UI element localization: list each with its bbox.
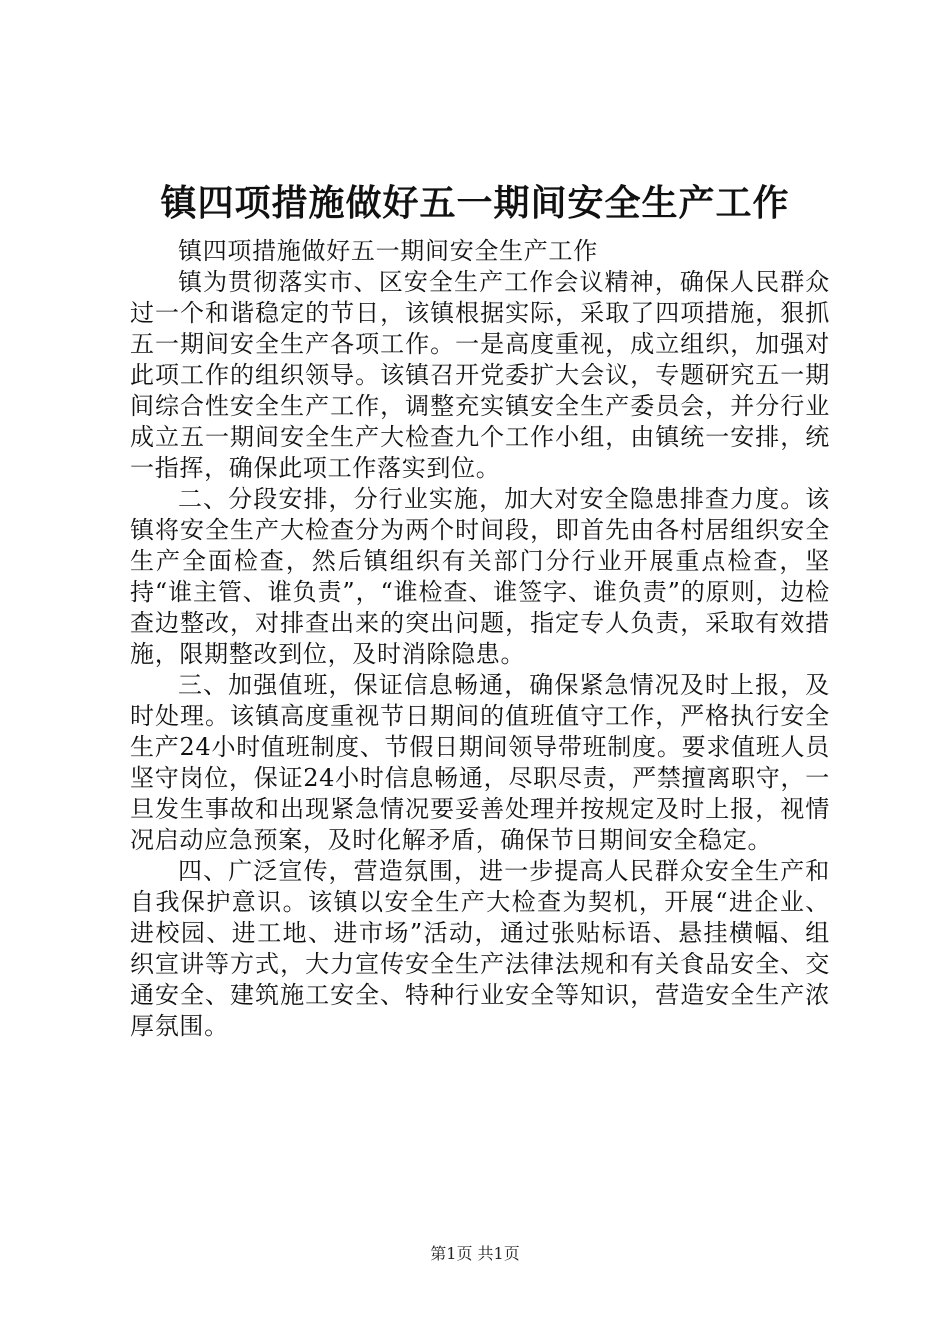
document-subtitle: 镇四项措施做好五一期间安全生产工作: [178, 237, 598, 265]
paragraph-measure-three: 三、加强值班，保证信息畅通，确保紧急情况及时上报，及时处理。该镇高度重视节日期间的值班值守工作，严格执行安全生产24小时值班制度、节假日期间领导带班制度。要求值班人员坚守岗位，保证24小时信息畅通，尽职尽责，严禁擅离职守，一旦发生事故和出现紧急情况要妥善处理并按规定及时上报，视情况启动应急预案，及时化解矛盾，确保节日期间安全稳定。: [130, 671, 830, 854]
document-title: 镇四项措施做好五一期间安全生产工作: [160, 182, 790, 224]
paragraph-measure-four: 四、广泛宣传，营造氛围，进一步提高人民群众安全生产和自我保护意识。该镇以安全生产大检查为契机，开展“进企业、进校园、进工地、进市场”活动，通过张贴标语、悬挂横幅、组织宣讲等方式，大力宣传安全生产法律法规和有关食品安全、交通安全、建筑施工安全、特种行业安全等知识，营造安全生产浓厚氛围。: [130, 857, 830, 1040]
document-body: [130, 236, 830, 1042]
paragraph-measure-two: 二、分段安排，分行业实施，加大对安全隐患排查力度。该镇将安全生产大检查分为两个时间段，即首先由各村居组织安全生产全面检查，然后镇组织有关部门分行业开展重点检查，坚持“谁主管、谁负责”，“谁检查、谁签字、谁负责”的原则，边检查边整改，对排查出来的突出问题，指定专人负责，采取有效措施，限期整改到位，及时消除隐患。: [130, 485, 830, 668]
paragraph-intro: 镇为贯彻落实市、区安全生产工作会议精神，确保人民群众过一个和谐稳定的节日，该镇根据实际，采取了四项措施，狠抓五一期间安全生产各项工作。一是高度重视，成立组织，加强对此项工作的组织领导。该镇召开党委扩大会议，专题研究五一期间综合性安全生产工作，调整充实镇安全生产委员会，并分行业成立五一期间安全生产大检查九个工作小组，由镇统一安排，统一指挥，确保此项工作落实到位。: [130, 268, 830, 482]
page-number-footer: 第1页 共1页: [430, 1244, 520, 1263]
